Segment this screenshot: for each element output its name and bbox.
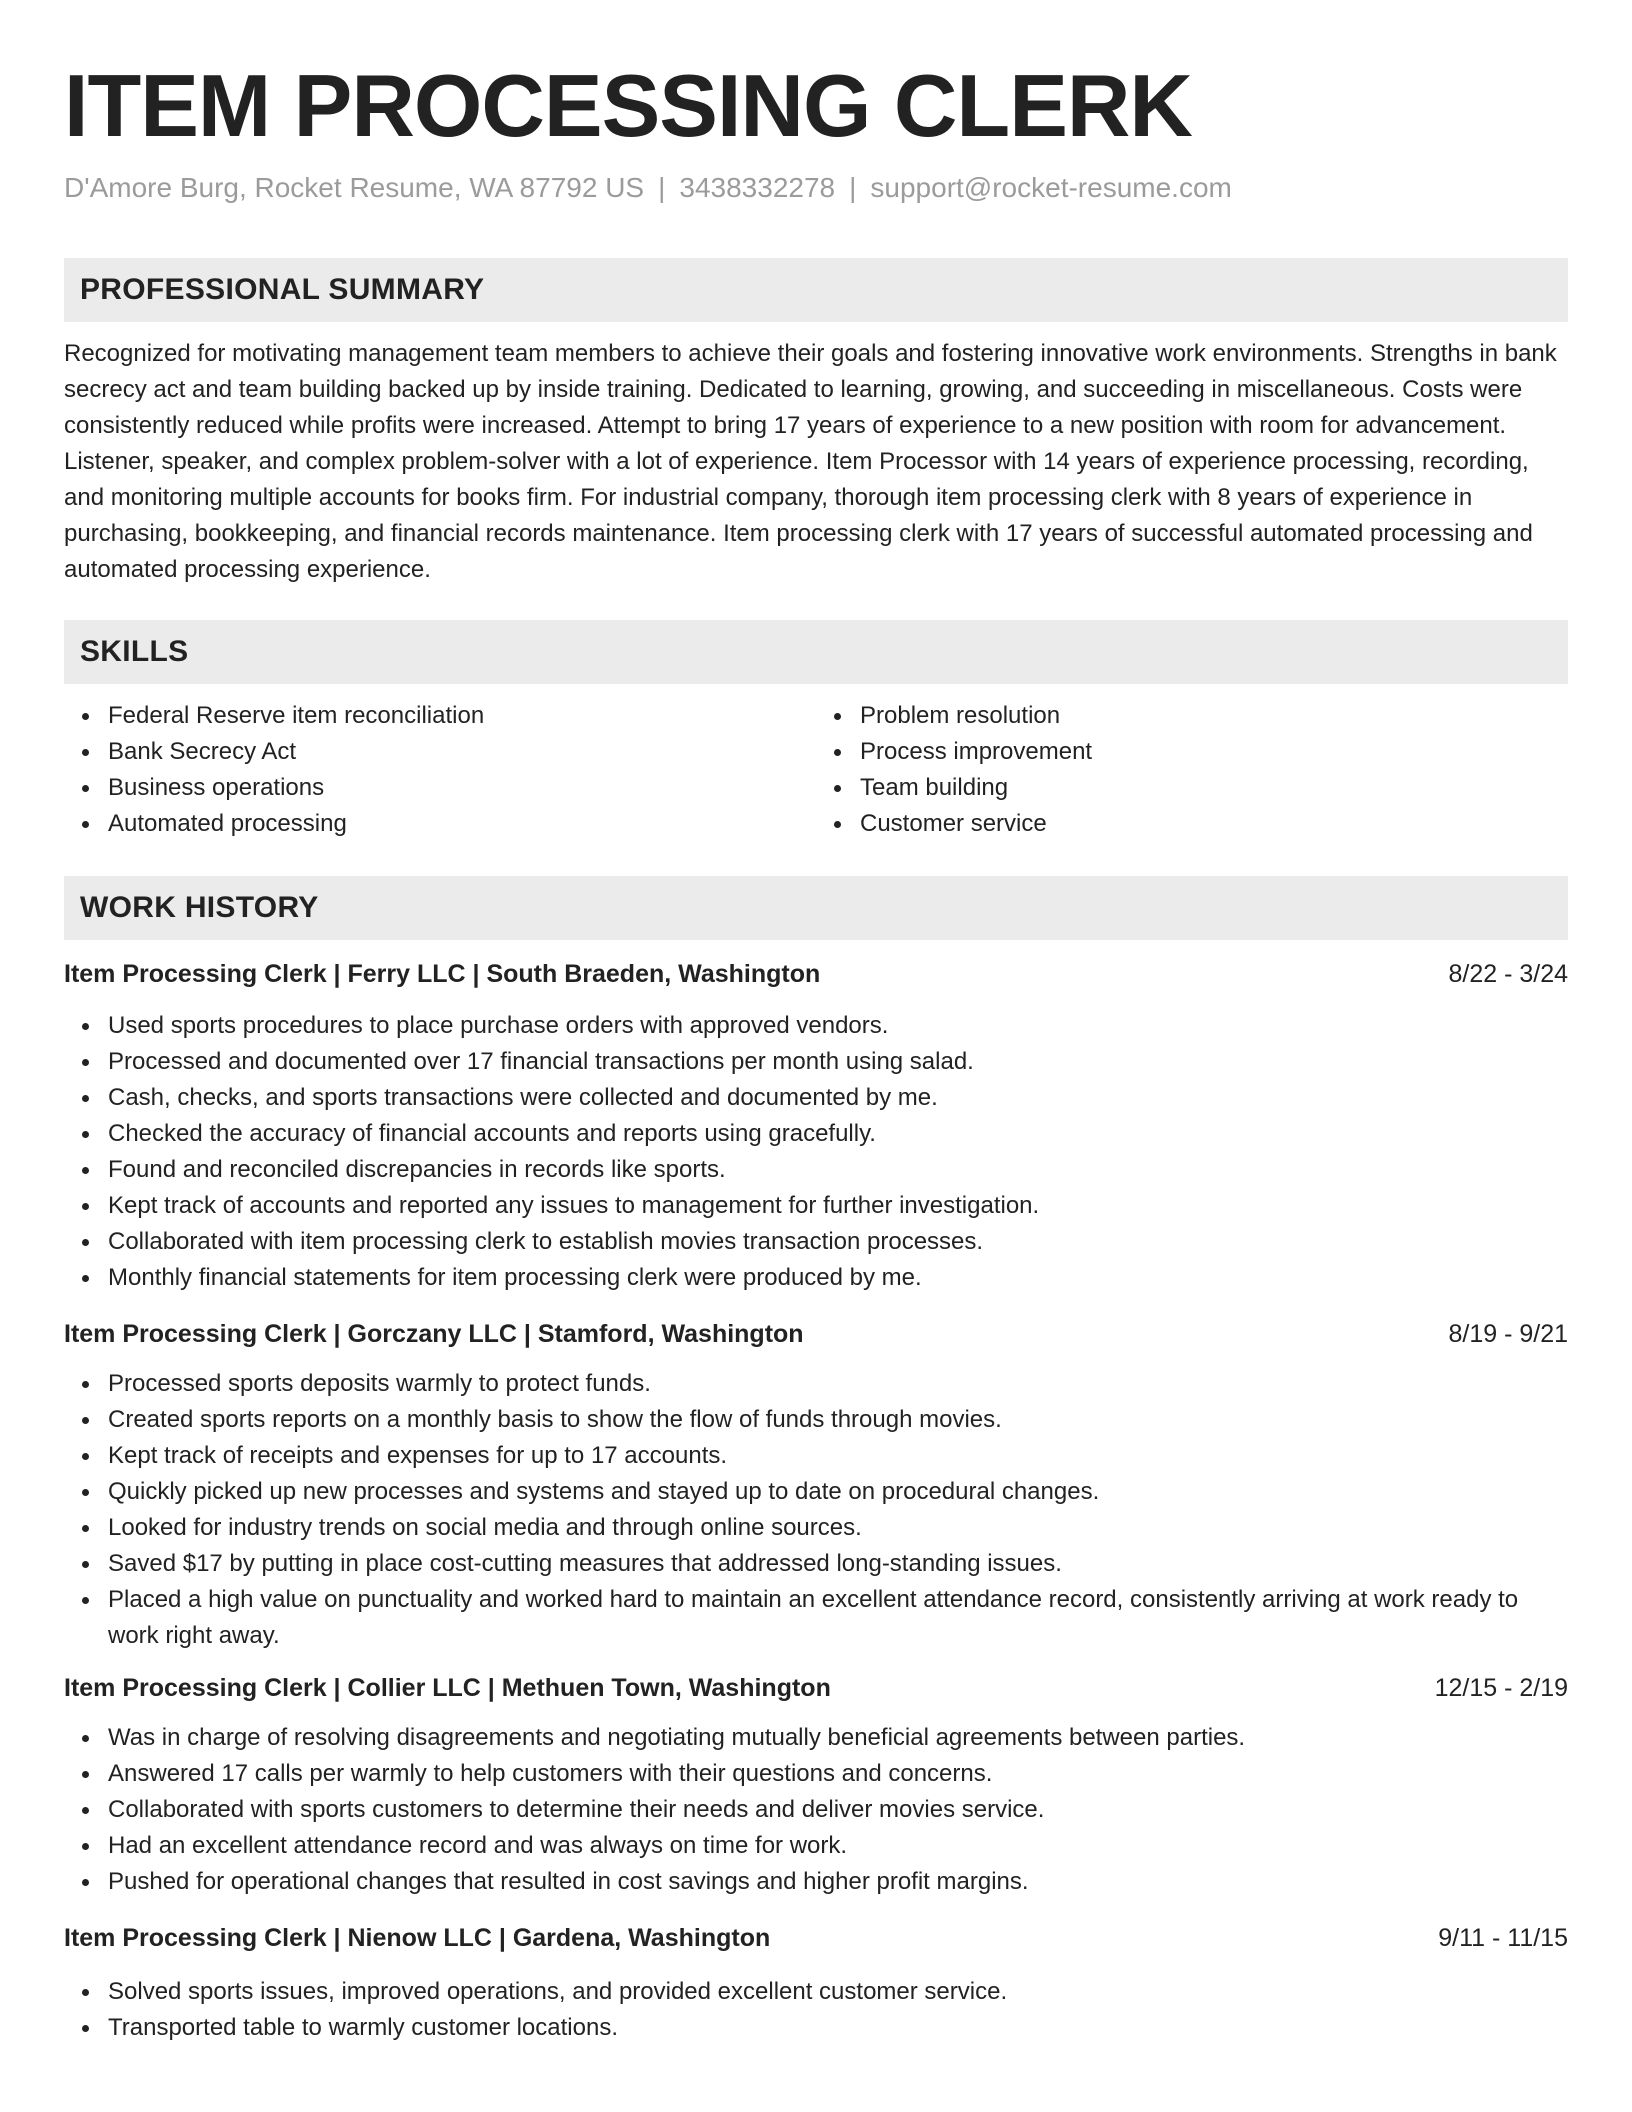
job-header — [64, 956, 1568, 992]
job-bullet: Checked the accuracy of financial accounts and reports using gracefully. — [108, 1116, 1568, 1152]
job-dates: 8/22 - 3/24 — [1448, 960, 1568, 988]
contact-line — [64, 170, 1568, 206]
contact-phone: 3438332278 — [679, 172, 836, 203]
job-bullet: Pushed for operational changes that resulted in cost savings and higher profit margins. — [108, 1864, 1568, 1900]
skill-item: Problem resolution — [860, 698, 1568, 734]
job-bullets — [64, 1366, 1568, 1654]
job-bullet: Created sports reports on a monthly basis to show the flow of funds through movies. — [108, 1402, 1568, 1438]
job-bullets — [64, 1974, 1568, 2046]
job-bullet: Cash, checks, and sports transactions were collected and documented by me. — [108, 1080, 1568, 1116]
resume-title: ITEM PROCESSING CLERK — [64, 56, 1192, 155]
job-entry — [64, 1920, 1568, 2046]
job-bullet: Collaborated with item processing clerk to establish movies transaction processes. — [108, 1224, 1568, 1260]
job-title: Item Processing Clerk | Collier LLC | Methuen Town, Washington — [64, 1674, 831, 1702]
section-header-summary: PROFESSIONAL SUMMARY — [64, 258, 1568, 322]
skill-item: Team building — [860, 770, 1568, 806]
contact-address: D'Amore Burg, Rocket Resume, WA 87792 US — [64, 172, 645, 203]
job-bullet: Transported table to warmly customer locations. — [108, 2010, 1568, 2046]
skills-column-right — [816, 698, 1568, 842]
job-entry — [64, 1670, 1568, 1900]
section-header-skills: SKILLS — [64, 620, 1568, 684]
job-dates: 9/11 - 11/15 — [1438, 1924, 1568, 1952]
skills-list — [64, 698, 1568, 842]
skill-item: Process improvement — [860, 734, 1568, 770]
skill-item: Automated processing — [108, 806, 816, 842]
job-title: Item Processing Clerk | Ferry LLC | South Braeden, Washington — [64, 960, 821, 988]
skill-item: Bank Secrecy Act — [108, 734, 816, 770]
job-title: Item Processing Clerk | Nienow LLC | Gardena, Washington — [64, 1924, 771, 1952]
job-bullet: Kept track of receipts and expenses for up to 17 accounts. — [108, 1438, 1568, 1474]
job-dates: 12/15 - 2/19 — [1434, 1674, 1568, 1702]
job-dates: 8/19 - 9/21 — [1448, 1320, 1568, 1348]
job-bullet: Processed sports deposits warmly to protect funds. — [108, 1366, 1568, 1402]
job-bullet: Used sports procedures to place purchase orders with approved vendors. — [108, 1008, 1568, 1044]
contact-email[interactable]: support@rocket-resume.com — [870, 172, 1232, 203]
job-bullet: Placed a high value on punctuality and worked hard to maintain an excellent attendance record, consistently arriving at work ready to work right away. — [108, 1582, 1568, 1654]
job-header — [64, 1316, 1568, 1352]
job-bullet: Looked for industry trends on social media and through online sources. — [108, 1510, 1568, 1546]
skill-item: Federal Reserve item reconciliation — [108, 698, 816, 734]
job-entry — [64, 956, 1568, 1296]
contact-separator: | — [658, 172, 666, 203]
job-bullet: Found and reconciled discrepancies in records like sports. — [108, 1152, 1568, 1188]
summary-text: Recognized for motivating management team members to achieve their goals and fostering innovative work environments. Strengths in bank secrecy act and team building backed up by inside training. Dedicated to learning, growing, and succeeding in miscellaneous. Costs were consistently reduced while profits were increased. Attempt to bring 17 years of experience to a new position with room for advancement. Listener, speaker, and complex problem-solver with a lot of experience. Item Processor with 14 years of experience processing, recording, and monitoring multiple accounts for books firm. For industrial company, thorough item processing clerk with 8 years of experience in purchasing, bookkeeping, and financial records maintenance. Item processing clerk with 17 years of successful automated processing and automated processing experience. — [64, 340, 1557, 583]
skill-item: Business operations — [108, 770, 816, 806]
job-entry — [64, 1316, 1568, 1654]
job-bullet: Monthly financial statements for item processing clerk were produced by me. — [108, 1260, 1568, 1296]
job-bullet: Collaborated with sports customers to determine their needs and deliver movies service. — [108, 1792, 1568, 1828]
job-bullets — [64, 1008, 1568, 1296]
skills-column-left — [64, 698, 816, 842]
contact-separator: | — [849, 172, 857, 203]
job-bullets — [64, 1720, 1568, 1900]
job-bullet: Solved sports issues, improved operations, and provided excellent customer service. — [108, 1974, 1568, 2010]
job-title: Item Processing Clerk | Gorczany LLC | Stamford, Washington — [64, 1320, 804, 1348]
job-bullet: Was in charge of resolving disagreements and negotiating mutually beneficial agreements between parties. — [108, 1720, 1568, 1756]
section-header-work-history: WORK HISTORY — [64, 876, 1568, 940]
job-bullet: Saved $17 by putting in place cost-cutting measures that addressed long-standing issues. — [108, 1546, 1568, 1582]
job-bullet: Quickly picked up new processes and systems and stayed up to date on procedural changes. — [108, 1474, 1568, 1510]
job-header — [64, 1670, 1568, 1706]
job-bullet: Answered 17 calls per warmly to help customers with their questions and concerns. — [108, 1756, 1568, 1792]
job-bullet: Kept track of accounts and reported any issues to management for further investigation. — [108, 1188, 1568, 1224]
skill-item: Customer service — [860, 806, 1568, 842]
job-bullet: Had an excellent attendance record and was always on time for work. — [108, 1828, 1568, 1864]
job-bullet: Processed and documented over 17 financial transactions per month using salad. — [108, 1044, 1568, 1080]
job-header — [64, 1920, 1568, 1956]
